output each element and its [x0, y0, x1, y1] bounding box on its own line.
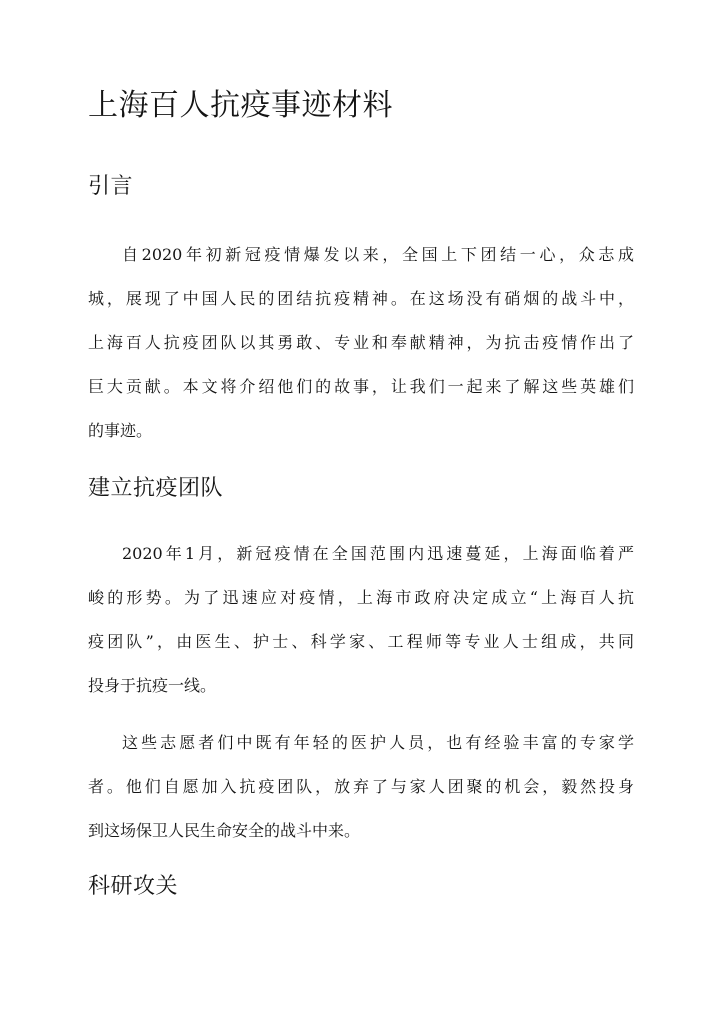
paragraph-line: 巨大贡献。本文将介绍他们的故事，让我们一起来了解这些英雄们 [88, 377, 634, 396]
paragraph-introduction [88, 233, 634, 453]
document-title: 上海百人抗疫事迹材料 [88, 88, 393, 123]
paragraph-line: 投身于抗疫一线。 [88, 676, 217, 695]
paragraph-line: 到这场保卫人民生命安全的战斗中来。 [88, 821, 361, 840]
paragraph-line: 的事迹。 [88, 421, 153, 440]
paragraph-line: 疫团队”，由医生、护士、科学家、工程师等专业人士组成，共同 [88, 632, 634, 651]
paragraph-line: 2020年1月，新冠疫情在全国范围内迅速蔓延，上海面临着严 [122, 544, 634, 563]
paragraph-line: 峻的形势。为了迅速应对疫情，上海市政府决定成立“上海百人抗 [88, 588, 634, 607]
paragraph-line: 者。他们自愿加入抗疫团队，放弃了与家人团聚的机会，毅然投身 [88, 777, 634, 796]
paragraph-line: 这些志愿者们中既有年轻的医护人员，也有经验丰富的专家学 [122, 733, 634, 752]
section-heading-team-building: 建立抗疫团队 [88, 476, 224, 501]
paragraph-line: 自2020年初新冠疫情爆发以来，全国上下团结一心，众志成 [122, 245, 634, 264]
paragraph-line: 上海百人抗疫团队以其勇敢、专业和奉献精神，为抗击疫情作出了 [88, 333, 634, 352]
section-heading-research: 科研攻关 [88, 874, 179, 899]
paragraph-line: 城，展现了中国人民的团结抗疫精神。在这场没有硝烟的战斗中， [88, 289, 634, 308]
paragraph-team-formation [88, 532, 634, 708]
section-heading-introduction: 引言 [88, 174, 134, 199]
paragraph-volunteers [88, 721, 634, 853]
